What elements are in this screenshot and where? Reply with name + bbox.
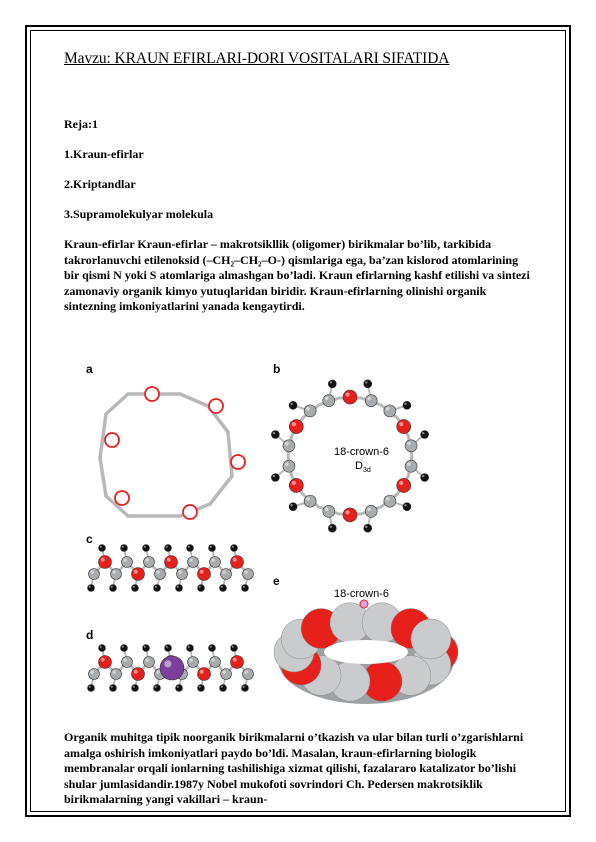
d-carbon-2-highlight: [112, 670, 115, 673]
c-carbon-9: [188, 557, 199, 568]
hydrogen-b-4-highlight: [422, 432, 424, 434]
carbon-b-4-highlight: [407, 442, 411, 446]
c-hydrogen-5-highlight: [144, 546, 146, 548]
panel-label-e: e: [273, 574, 280, 588]
carbon-b-10-highlight: [325, 507, 329, 511]
c-hydrogen-13: [231, 545, 238, 552]
carbon-b-8-highlight: [367, 507, 371, 511]
carbon-b-5-highlight: [407, 462, 411, 466]
oxygen-b-12-highlight: [292, 481, 296, 485]
d-hydrogen-9: [187, 645, 194, 652]
hydrogen-b-14-highlight: [273, 432, 275, 434]
c-hydrogen-2-highlight: [111, 586, 113, 588]
hydrogen-b-1: [364, 380, 372, 388]
carbon-b-1: [365, 395, 377, 407]
d-hydrogen-7-highlight: [166, 646, 168, 648]
d-potassium: [160, 656, 184, 680]
hydrogen-b-13: [271, 474, 279, 482]
panel-label-c: c: [86, 532, 93, 546]
c-carbon-3-highlight: [123, 558, 126, 561]
c-hydrogen-12-highlight: [221, 586, 223, 588]
d-hydrogen-10: [198, 685, 205, 692]
oxygen-b-9-highlight: [345, 510, 349, 514]
c-carbon-9-highlight: [189, 558, 192, 561]
c-carbon-5-highlight: [145, 558, 148, 561]
carbon-b-17: [323, 395, 335, 407]
d-carbon-2: [111, 669, 122, 680]
c-hydrogen-1-highlight: [100, 546, 102, 548]
d-carbon-11-highlight: [211, 658, 214, 661]
c-hydrogen-4-highlight: [133, 586, 135, 588]
d-oxygen-13: [231, 656, 244, 669]
carbon-b-17-highlight: [325, 397, 329, 401]
carbon-b-11: [304, 495, 316, 507]
d-hydrogen-4-highlight: [133, 686, 135, 688]
d-carbon-14-highlight: [244, 670, 247, 673]
d-hydrogen-2: [110, 685, 117, 692]
d-hydrogen-11-highlight: [210, 646, 212, 648]
c-oxygen-13: [231, 556, 244, 569]
carbon-b-16-highlight: [306, 407, 310, 411]
hydrogen-b-5: [421, 474, 429, 482]
d-hydrogen-3: [121, 645, 128, 652]
carbon-b-13: [283, 460, 295, 472]
d-hydrogen-14-highlight: [243, 686, 245, 688]
d-hydrogen-2-highlight: [111, 686, 113, 688]
c-hydrogen-8: [176, 585, 183, 592]
d-carbon-0-highlight: [90, 670, 93, 673]
hydrogen-b-11-highlight: [290, 504, 292, 506]
hydrogen-b-16: [289, 401, 297, 409]
bond-a-4: [210, 476, 232, 504]
d-carbon-0: [89, 669, 100, 680]
c-carbon-11-highlight: [211, 558, 214, 561]
hydrogen-b-14: [271, 430, 279, 438]
plan-heading: Reja:1: [64, 117, 98, 131]
c-carbon-5: [144, 557, 155, 568]
d-hydrogen-4: [132, 685, 139, 692]
hydrogen-b-16-highlight: [290, 403, 292, 405]
hydrogen-b-10: [328, 524, 336, 532]
carbon-b-13-highlight: [285, 462, 289, 466]
plan-item-2: 2.Kriptandlar: [64, 177, 136, 191]
carbon-b-14: [283, 440, 295, 452]
c-carbon-0: [89, 569, 100, 580]
c-oxygen-7: [165, 556, 178, 569]
oxygen-b-15-highlight: [292, 422, 296, 426]
d-carbon-11: [210, 657, 221, 668]
c-oxygen-7-highlight: [167, 558, 171, 562]
c-hydrogen-10-highlight: [199, 586, 201, 588]
hydrogen-b-7: [403, 503, 411, 511]
bond-a-1: [180, 394, 208, 406]
oxygen-a-5: [105, 433, 119, 447]
c-hydrogen-3-highlight: [122, 546, 124, 548]
d-potassium-highlight: [164, 660, 171, 667]
d-carbon-3-highlight: [123, 658, 126, 661]
c-carbon-2: [111, 569, 122, 580]
d-oxygen-4-highlight: [134, 670, 138, 674]
c-hydrogen-6: [154, 585, 161, 592]
c-oxygen-13-highlight: [233, 558, 237, 562]
e-atom-13: [411, 619, 451, 659]
carbon-b-10: [323, 505, 335, 517]
d-oxygen-4: [132, 668, 145, 681]
carbon-b-14-highlight: [285, 442, 289, 446]
carbon-b-7: [384, 495, 396, 507]
d-hydrogen-10-highlight: [199, 686, 201, 688]
oxygen-b-12: [289, 478, 303, 492]
panel-label-b: b: [273, 362, 281, 376]
c-hydrogen-13-highlight: [232, 546, 234, 548]
c-carbon-12: [221, 569, 232, 580]
intro-paragraph: Kraun-efirlar Kraun-efirlar – makrotsikllik (oligomer) birikmalar bo’lib, tarkibida takrorlanuvchi etilenoksid (–CH₂–CH₂–O-) qismlariga ega, ba’zan kislorod atomlarining bir qismi N yoki S atomlariga almashgan bo’ladi. Kraun efirlarning kashf etilishi va sintezi zamonaviy organik kimyo yutuqlaridan biridir. Kraun-efirlarning olinishi organik sintezning imkoniyatlarini yanada kengaytirdi.: [64, 237, 530, 314]
e-cavity: [324, 640, 408, 664]
oxygen-b-0: [343, 390, 357, 404]
hydrogen-b-8-highlight: [365, 526, 367, 528]
d-oxygen-10-highlight: [200, 670, 204, 674]
label-18-crown-6-b: 18-crown-6: [334, 446, 390, 458]
d-carbon-5: [144, 657, 155, 668]
carbon-b-1-highlight: [367, 397, 371, 401]
d-hydrogen-9-highlight: [188, 646, 190, 648]
c-hydrogen-9-highlight: [188, 546, 190, 548]
c-carbon-8: [177, 569, 188, 580]
bond-a-10: [106, 394, 128, 414]
carbon-b-2-highlight: [386, 407, 390, 411]
c-oxygen-10-highlight: [200, 570, 204, 574]
d-hydrogen-6-highlight: [155, 686, 157, 688]
c-carbon-0-highlight: [90, 570, 93, 573]
oxygen-a-3: [183, 505, 197, 519]
hydrogen-b-17-highlight: [330, 381, 332, 383]
molecule-drawings: [80, 356, 480, 708]
bond-a-8: [100, 458, 106, 496]
d-hydrogen-5-highlight: [144, 646, 146, 648]
carbon-b-7-highlight: [386, 497, 390, 501]
hydrogen-b-4: [421, 430, 429, 438]
carbon-b-2: [384, 405, 396, 417]
hydrogen-b-11: [289, 503, 297, 511]
oxygen-b-15: [289, 420, 303, 434]
c-carbon-11: [210, 557, 221, 568]
oxygen-a-0: [145, 387, 159, 401]
d-oxygen-13-highlight: [233, 658, 237, 662]
d-hydrogen-1: [99, 645, 106, 652]
oxygen-b-6: [397, 478, 411, 492]
hydrogen-b-1-highlight: [365, 381, 367, 383]
oxygen-a-2: [231, 455, 245, 469]
d-hydrogen-11: [209, 645, 216, 652]
panel-label-a: a: [86, 362, 93, 376]
c-carbon-12-highlight: [222, 570, 225, 573]
c-hydrogen-10: [198, 585, 205, 592]
d-hydrogen-3-highlight: [122, 646, 124, 648]
d-hydrogen-0-highlight: [89, 686, 91, 688]
c-carbon-6: [155, 569, 166, 580]
c-hydrogen-12: [220, 585, 227, 592]
d-hydrogen-0: [88, 685, 95, 692]
oxygen-a-1: [209, 399, 223, 413]
carbon-b-16: [304, 405, 316, 417]
d-hydrogen-8: [176, 685, 183, 692]
second-paragraph: Organik muhitga tipik noorganik birikmalarni o’tkazish va ular bilan turli o’zgarishlarni amalga oshirish imkoniyatlari paydo bo’ldi. Masalan, kraun-efirlarning biologik membranalar orqali ionlarning tashilishiga xizmat qilishi, fazalararo katalizator bo’lishi shular jumlasidandir.1987y Nobel mukofoti sovrindori Ch. Pedersen makrotsiklik birikmalarning yangi vakillari – kraun-: [64, 730, 524, 807]
hydrogen-b-13-highlight: [273, 475, 275, 477]
c-carbon-3: [122, 557, 133, 568]
c-carbon-2-highlight: [112, 570, 115, 573]
bond-a-3: [228, 432, 232, 476]
c-hydrogen-8-highlight: [177, 586, 179, 588]
e-top-oxygen: [360, 600, 368, 608]
bond-a-9: [100, 414, 106, 458]
d-carbon-12-highlight: [222, 670, 225, 673]
c-hydrogen-7-highlight: [166, 546, 168, 548]
hydrogen-b-17: [328, 380, 336, 388]
oxygen-b-3-highlight: [399, 422, 403, 426]
carbon-b-11-highlight: [306, 497, 310, 501]
d-hydrogen-13-highlight: [232, 646, 234, 648]
c-hydrogen-0-highlight: [89, 586, 91, 588]
oxygen-b-0-highlight: [345, 393, 349, 397]
d-hydrogen-12-highlight: [221, 686, 223, 688]
c-hydrogen-9: [187, 545, 194, 552]
d-hydrogen-1-highlight: [100, 646, 102, 648]
plan-item-3: 3.Supramolekulyar molekula: [64, 207, 214, 221]
c-carbon-8-highlight: [178, 570, 181, 573]
d-oxygen-1-highlight: [101, 658, 105, 662]
hydrogen-b-8: [364, 524, 372, 532]
c-hydrogen-14-highlight: [243, 586, 245, 588]
hydrogen-b-2: [403, 401, 411, 409]
c-carbon-14: [243, 569, 254, 580]
c-hydrogen-3: [121, 545, 128, 552]
label-18-crown-6-e: 18-crown-6: [334, 588, 390, 600]
d-carbon-9-highlight: [189, 658, 192, 661]
d-carbon-9: [188, 657, 199, 668]
d-hydrogen-12: [220, 685, 227, 692]
page-title: Mavzu: KRAUN EFIRLARI-DORI VOSITALARI SIFATIDA: [64, 50, 450, 67]
oxygen-b-9: [343, 508, 357, 522]
hydrogen-b-7-highlight: [404, 504, 406, 506]
c-hydrogen-11: [209, 545, 216, 552]
c-hydrogen-14: [242, 585, 249, 592]
hydrogen-b-10-highlight: [330, 526, 332, 528]
carbon-b-4: [405, 440, 417, 452]
plan-item-1: 1.Kraun-efirlar: [64, 147, 144, 161]
oxygen-b-3: [397, 420, 411, 434]
c-oxygen-1: [99, 556, 112, 569]
oxygen-a-4: [115, 491, 129, 505]
c-hydrogen-7: [165, 545, 172, 552]
d-hydrogen-6: [154, 685, 161, 692]
d-hydrogen-13: [231, 645, 238, 652]
c-hydrogen-11-highlight: [210, 546, 212, 548]
c-oxygen-10: [198, 568, 211, 581]
hydrogen-b-5-highlight: [422, 475, 424, 477]
d-hydrogen-7: [165, 645, 172, 652]
c-hydrogen-2: [110, 585, 117, 592]
c-hydrogen-1: [99, 545, 106, 552]
d-carbon-12: [221, 669, 232, 680]
crown-ether-figure: [80, 356, 480, 708]
c-hydrogen-5: [143, 545, 150, 552]
d-oxygen-1: [99, 656, 112, 669]
c-oxygen-4: [132, 568, 145, 581]
c-carbon-6-highlight: [156, 570, 159, 573]
c-hydrogen-0: [88, 585, 95, 592]
c-oxygen-4-highlight: [134, 570, 138, 574]
carbon-b-5: [405, 460, 417, 472]
d-hydrogen-8-highlight: [177, 686, 179, 688]
c-oxygen-1-highlight: [101, 558, 105, 562]
d-carbon-6-highlight: [156, 670, 159, 673]
oxygen-b-6-highlight: [399, 481, 403, 485]
c-carbon-14-highlight: [244, 570, 247, 573]
c-hydrogen-6-highlight: [155, 586, 157, 588]
d-oxygen-10: [198, 668, 211, 681]
label-symmetry: $D_{3d}$: [355, 460, 371, 475]
d-hydrogen-14: [242, 685, 249, 692]
d-hydrogen-5: [143, 645, 150, 652]
hydrogen-b-2-highlight: [404, 403, 406, 405]
carbon-b-8: [365, 505, 377, 517]
c-hydrogen-4: [132, 585, 139, 592]
d-carbon-5-highlight: [145, 658, 148, 661]
d-carbon-3: [122, 657, 133, 668]
d-carbon-14: [243, 669, 254, 680]
panel-label-d: d: [86, 628, 94, 642]
